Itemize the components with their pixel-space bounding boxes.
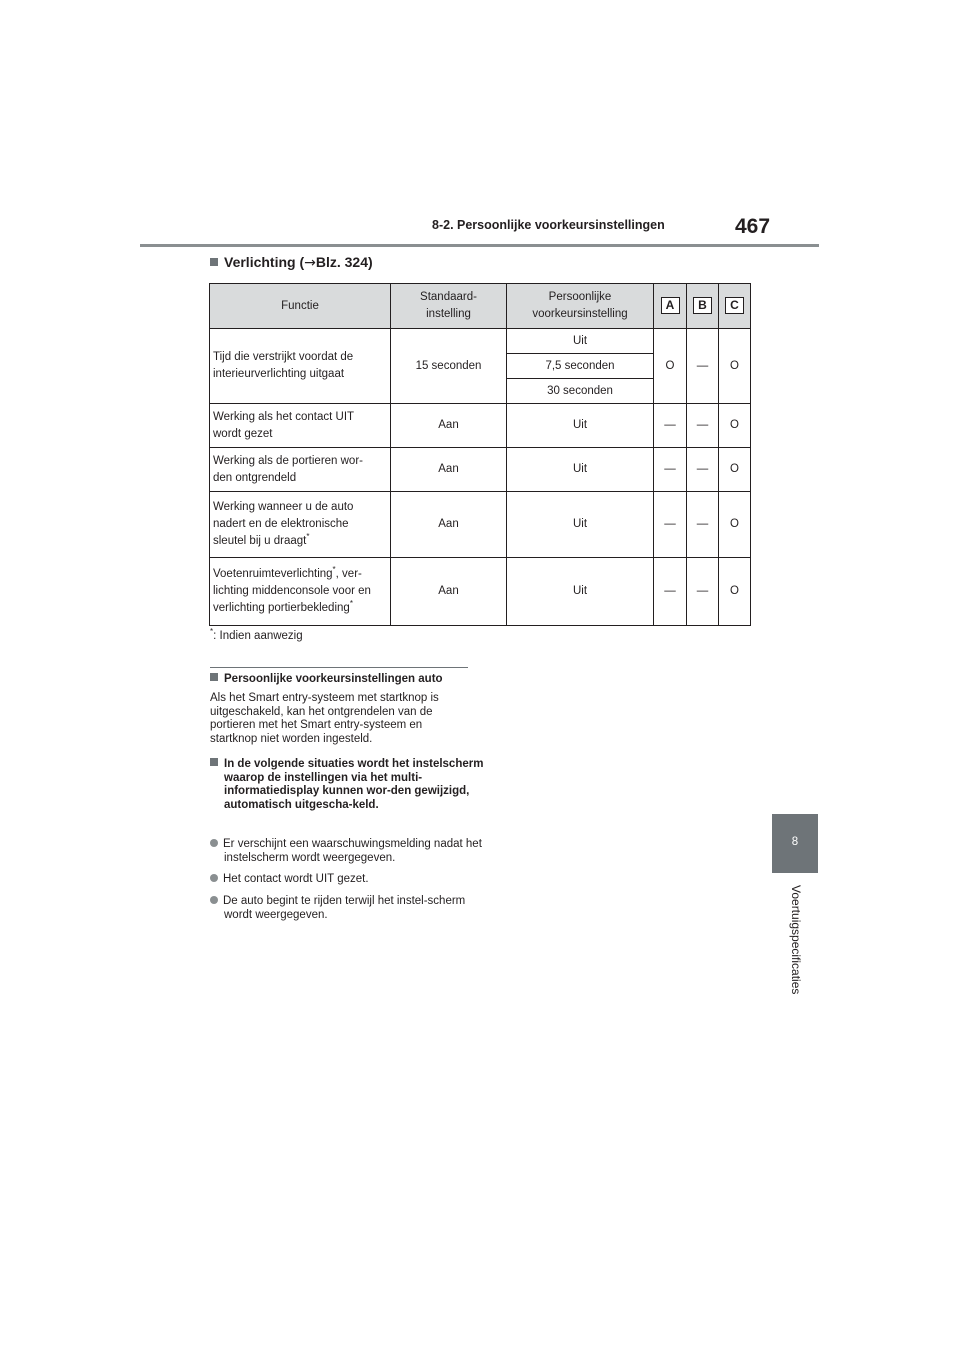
square-bullet-icon — [210, 673, 218, 681]
settings-table — [209, 283, 751, 626]
notes-paragraph-1: Als het Smart entry-systeem met startknop is uitgeschakeld, kan het ontgrendelen van de portieren met het Smart entry-systeem en startknop niet worden ingesteld. — [210, 692, 439, 745]
row-a: — — [654, 448, 687, 492]
row-function: Werking wanneer u de auto nadert en de elektronische sleutel bij u draagt* — [210, 492, 391, 558]
header-divider — [140, 244, 819, 247]
chapter-label: Voertuigspecificaties — [789, 885, 803, 995]
row-function: Voetenruimteverlichting*, ver- lichting middenconsole voor en verlichting portierbekleding* — [210, 558, 391, 626]
row-c: O — [719, 329, 751, 404]
letter-b-icon: B — [693, 297, 712, 314]
table-row — [210, 492, 751, 558]
section-title: 8-2. Persoonlijke voorkeursinstellingen — [432, 218, 665, 232]
row-c: O — [719, 558, 751, 626]
heading-text: Verlichting ( — [224, 254, 305, 270]
row-default: Aan — [391, 404, 507, 448]
table-row — [210, 558, 751, 626]
square-bullet-icon — [210, 758, 218, 766]
notes-heading-2: In de volgende situaties wordt het instelscherm waarop de instellingen via het multi-informatiedisplay kunnen wor-den gewijzigd, automatisch uitgescha-keld. — [210, 758, 486, 812]
row-default: Aan — [391, 448, 507, 492]
row-c: O — [719, 492, 751, 558]
table-row — [210, 448, 751, 492]
row-custom: Uit — [507, 404, 654, 448]
row-b: — — [687, 404, 719, 448]
row-b: — — [687, 492, 719, 558]
table-row — [210, 329, 751, 354]
row-function: Werking als het contact UIT wordt gezet — [210, 404, 391, 448]
footnote: *: Indien aanwezig — [210, 627, 303, 642]
row-custom: Uit — [507, 448, 654, 492]
row-default: 15 seconden — [391, 329, 507, 404]
row-option: 7,5 seconden — [507, 354, 654, 379]
row-default: Aan — [391, 558, 507, 626]
header-col-b — [687, 284, 719, 329]
header-function: Functie — [210, 284, 391, 329]
heading-ref: Blz. 324) — [315, 254, 373, 270]
notes-divider — [210, 667, 468, 668]
header-custom: Persoonlijke voorkeursinstelling — [507, 284, 654, 329]
circle-bullet-icon — [210, 874, 218, 882]
row-a: — — [654, 492, 687, 558]
arrow-icon: → — [304, 255, 316, 271]
row-c: O — [719, 448, 751, 492]
letter-a-icon: A — [661, 297, 680, 314]
row-custom: Uit — [507, 558, 654, 626]
row-c: O — [719, 404, 751, 448]
square-bullet-icon — [210, 258, 218, 266]
table-header-row — [210, 284, 751, 329]
row-default: Aan — [391, 492, 507, 558]
header-col-a — [654, 284, 687, 329]
row-custom: Uit — [507, 492, 654, 558]
header-col-c — [719, 284, 751, 329]
row-function: Tijd die verstrijkt voordat de interieurverlichting uitgaat — [210, 329, 391, 404]
header-default: Standaard- instelling — [391, 284, 507, 329]
page-number: 467 — [735, 215, 771, 238]
row-b: — — [687, 558, 719, 626]
notes-heading-1: Persoonlijke voorkeursinstellingen auto — [210, 673, 472, 687]
list-item: Er verschijnt een waarschuwingsmelding nadat het instelscherm wordt weergegeven. — [210, 838, 486, 865]
row-option: Uit — [507, 329, 654, 354]
row-a: — — [654, 404, 687, 448]
row-b: — — [687, 448, 719, 492]
row-option: 30 seconden — [507, 379, 654, 404]
row-function: Werking als de portieren wor- den ontgrendeld — [210, 448, 391, 492]
row-a: O — [654, 329, 687, 404]
table-row — [210, 404, 751, 448]
circle-bullet-icon — [210, 839, 218, 847]
list-item: Het contact wordt UIT gezet. — [210, 873, 486, 887]
list-item: De auto begint te rijden terwijl het instel-scherm wordt weergegeven. — [210, 895, 486, 922]
circle-bullet-icon — [210, 896, 218, 904]
row-a: — — [654, 558, 687, 626]
section-heading — [210, 254, 373, 271]
row-b: — — [687, 329, 719, 404]
letter-c-icon: C — [725, 297, 744, 314]
chapter-number: 8 — [791, 836, 799, 848]
